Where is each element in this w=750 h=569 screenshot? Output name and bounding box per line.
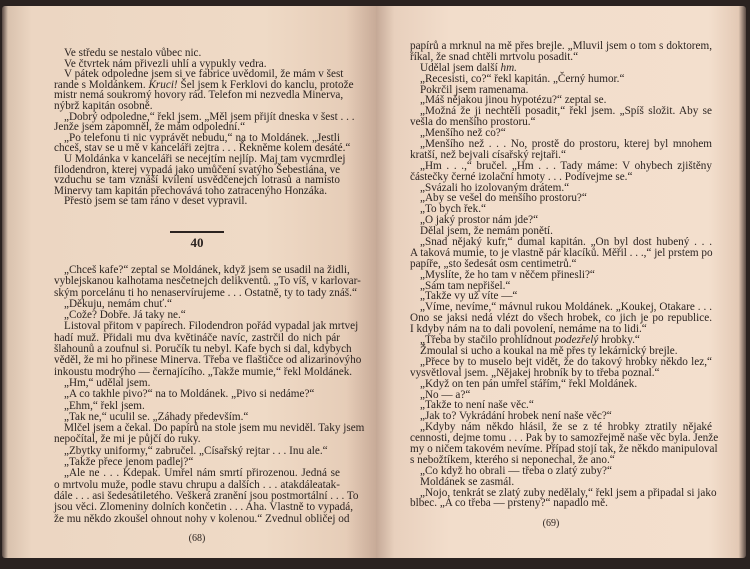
text-line: hadí muž. Přidali mu dva květináče navíc, zastrčil do nich pár <box>54 331 340 344</box>
text-line: „Ehm,“ řekl jsem. <box>64 399 145 412</box>
section-text-2 <box>54 264 365 525</box>
text-line: Mlčel jsem a čekal. Do papírů na stole jsem mu neviděl. Taky jsem <box>64 422 365 435</box>
text-line: Ve středu se nestalo vůbec nic. <box>64 47 202 59</box>
text-line: dále . . . asi šedesátiletého. Veškerá zranění jsou postmortální . . . To <box>54 489 359 502</box>
text-line: „No — a?“ <box>420 388 471 401</box>
text-line: „Svázali ho izolovaným drátem.“ <box>420 181 570 194</box>
text-segment: hrobky.“ <box>598 334 640 347</box>
text-line: „Víme, nevíme,“ mávnul rukou Moldánek. „Koukej, Otakare . . . <box>420 301 712 314</box>
text-line: „A co takhle pivo?“ na to Moldánek. „Pivo si nedáme?“ <box>64 388 315 401</box>
text-line: papírů a mrknul na mě přes brejle. „Mluvil jsem o tom s doktorem, <box>410 40 712 52</box>
text-line: Žmoulal si ucho a koukal na mě přes ty lekárnický brejle. <box>420 344 678 357</box>
text-line: že mu někdo zkoušel ohnout nohy v kolenou.“ Zvednul obličej od <box>54 512 350 525</box>
text-line: vešla do menšího prostoru.“ <box>410 116 536 129</box>
text-line: papíře, „sto šedesát osm centimetrů.“ <box>410 257 577 270</box>
text-segment: rande s Moldánkem. <box>54 78 149 91</box>
italic-text: Kruci! <box>148 78 178 91</box>
page-number-left: (68) <box>188 533 206 544</box>
left-page <box>2 6 376 558</box>
text-line: „Když on ten pán umřel stářím,“ řekl Moldánek. <box>420 377 638 390</box>
text-line: „To bych řek.“ <box>420 203 486 216</box>
text-line: šlahounů a zoufnul si. Poručík tu nebyl. Kafe bych si dal, kdybych <box>54 343 352 356</box>
text-line: „Nojo, tenkrát se zlatý zuby nedělaly,“ řekl jsem a připadal si jako <box>420 486 717 499</box>
text-line: vyblejskanou kalhotama nesčetnejch delikventů. „To víš, v karlovar- <box>54 275 361 288</box>
chapter-rule <box>170 231 224 233</box>
text-line: „Děkuju, nemám chuť.“ <box>64 297 172 310</box>
text-line: „O jaký prostor nám jde?“ <box>420 214 539 227</box>
text-segment: Udělal jsem další <box>420 61 501 74</box>
text-line: „Dobrý odpoledne,“ řekl jsem. „Měl jsem přijít dneska v šest . . . <box>64 110 355 123</box>
text-line: „Po telefonu ti nic vyprávět nebudu,“ na to Moldánek. „Jestli <box>64 131 340 144</box>
text-segment: „Třeba by stačilo prohlídnout <box>420 334 555 347</box>
text-line: „Aby se vešel do menšího prostoru?“ <box>420 192 587 205</box>
text-line: inkoustu modrýho — černajícího. „Takže mumie,“ řekl Moldánek. <box>54 365 353 378</box>
text-line: „Menšího než co?“ <box>420 127 506 140</box>
text-line: Ono se jaksi nedá vlézt do všech hrobek, co jich je po republice. <box>410 312 712 325</box>
section-text-1 <box>54 47 355 208</box>
text-segment: Šel jsem k Ferklovi do kanclu, protože <box>177 78 354 91</box>
text-line: nepočítal, že mi je půjčí do ruky. <box>54 433 201 446</box>
text-line: částečky černé izolační hmoty . . . Podívejme se.“ <box>410 170 633 183</box>
text-line: ským porcelánu ti ho nenaservírujeme . . . Ostatně, ty to tady znáš.“ <box>54 286 357 299</box>
text-line: I kdyby nám na to dali povolení, nemáme na to lidi.“ <box>410 323 647 336</box>
page-number-right: (69) <box>542 518 560 529</box>
text-line: „Kdyby nám někdo hlásil, že se z té hrobky ztratily nějaké <box>420 421 712 434</box>
text-line: Přesto jsem se tam ráno v deset vypravil. <box>64 195 248 208</box>
text-line: „Cože? Dobře. Já taky ne.“ <box>64 309 186 322</box>
text-line: věděl, že mi ho přinese Minerva. Třeba ve flaštičce od alizarinovýho <box>54 354 362 367</box>
text-line: „Ale ne . . . Kdepak. Umřel nám smrtí přirozenou. Jedná se <box>64 467 340 480</box>
text-line: „Možná že ji nechtěli posadit,“ řekl jsem. „Spíš složit. Aby se <box>420 105 712 118</box>
text-line: „Takže přece jenom padlej?“ <box>64 456 194 469</box>
text-line: „Máš nějakou jinou hypotézu?“ zeptal se. <box>420 94 607 107</box>
text-line: vzduchu se tam vznáší kvílení usvědčenejch lotrasů a namísto <box>54 174 340 187</box>
text-line: s nebožtíkem, kterého si neponechal, že ano.“ <box>410 453 615 466</box>
text-line: my o ničem takovém nevíme. Případ stojí tak, že někdo manipuloval <box>410 442 718 455</box>
text-line: říkal, že snad chtěli mrtvolu posadit.“ <box>410 50 579 63</box>
text-line: blbec. „A co třeba — prsteny?“ napadlo mě. <box>410 497 608 510</box>
text-line: Dělal jsem, že nemám ponětí. <box>420 225 553 238</box>
text-line: vysvětloval jsem. „Nějakej hrobník by to třeba poznal.“ <box>410 366 660 379</box>
italic-text: hm. <box>500 61 517 74</box>
text-line: „Menšího než . . . No, prostě do prostoru, kterej byl mnohem <box>420 138 712 151</box>
text-line: „Myslíte, že ho tam v něčem přinesli?“ <box>420 268 595 281</box>
right-page <box>376 6 746 558</box>
text-line: „Takže to není naše věc.“ <box>420 399 534 412</box>
chapter-number: 40 <box>190 235 204 250</box>
text-line: „Chceš kafe?“ zeptal se Moldánek, když jsem se usadil na židli, <box>64 264 350 276</box>
text-line: A taková mumie, to je vlastně pár klacíků. Měřil . . .,“ jel prstem po <box>410 246 713 259</box>
text-line: o mrtvolu muže, podle stavu chrupu a dalších . . . atakdáleatak- <box>54 478 340 491</box>
text-line: „Jak to? Vykrádání hrobek není naše věc?“ <box>420 410 612 423</box>
text-line: Moldánek se zasmál. <box>420 475 515 488</box>
text-line: „Tak ne,“ uculil se. „Záhady především.“ <box>64 410 249 423</box>
text-line: Listoval přitom v papírech. Filodendron pořád vypadal jak mrtvej <box>64 320 359 333</box>
text-line: mistr nemá soukromý hovory rád. Telefon mi nezvedla Minerva, <box>54 89 344 102</box>
text-line: nýbrž kapitán osobně. <box>54 99 153 112</box>
italic-text: podezřelý <box>554 334 599 347</box>
text-line: kratší, než bejvali císařský rejtaři.“ <box>410 148 566 161</box>
text-line: Pokrčil jsem ramenama. <box>420 83 529 96</box>
text-line: „Recesisti, co?“ řekl kapitán. „Černý humor.“ <box>420 72 625 85</box>
text-line: „Snad nějaký kufr,“ dumal kapitán. „On byl dost hubený . . . <box>420 236 712 249</box>
text-line: U Moldánka v kanceláři se necejtím nejlíp. Maj tam vycmrdlej <box>64 152 346 165</box>
text-line: „Hm,“ udělal jsem. <box>64 376 151 389</box>
text-line: cennosti, dejme tomu . . . Pak by to samozřejmě naše věc byla. Jenže <box>410 432 719 445</box>
text-line: jsou věci. Zlomeniny dolních končetin . . . Aha. Vlastně to vypadá, <box>54 501 354 514</box>
text-line: Ve čtvrtek nám přivezli uhlí a vypukly vedra. <box>64 57 267 70</box>
text-line: Minervy tam kapitán přechovává toho zatracenýho Honzáka. <box>54 184 328 197</box>
text-line: „Co když ho obrali — třeba o zlatý zuby?“ <box>420 464 612 477</box>
text-line: V pátek odpoledne jsem si ve fabrice uvědomil, že mám v šest <box>64 68 344 81</box>
text-line: filodendron, kterej vypadá jako umůčení svatýho Šebestiána, ve <box>54 163 341 176</box>
text-line: Jenže jsem zapomněl, že mám odpolední.“ <box>54 121 246 134</box>
text-line: „Takže vy už víte —“ <box>420 290 518 303</box>
text-line: chceš, stav se u mě v kanceláři zejtra . . . Řekněme kolem desáté.“ <box>54 142 351 155</box>
text-line: „Hm . . .,“ bručel. „Hm . . . Tady máme: V ohybech zjištěny <box>420 159 712 172</box>
page-text <box>410 40 719 510</box>
text-line: „Sám tam nepřišel.“ <box>420 279 511 292</box>
text-line: „Zbytky uniformy,“ zabručel. „Císařský rejtar . . . Inu ale.“ <box>64 444 328 457</box>
text-line: „Přece by to muselo bejt vidět, že do takový hrobky někdo lez,“ <box>420 355 712 368</box>
